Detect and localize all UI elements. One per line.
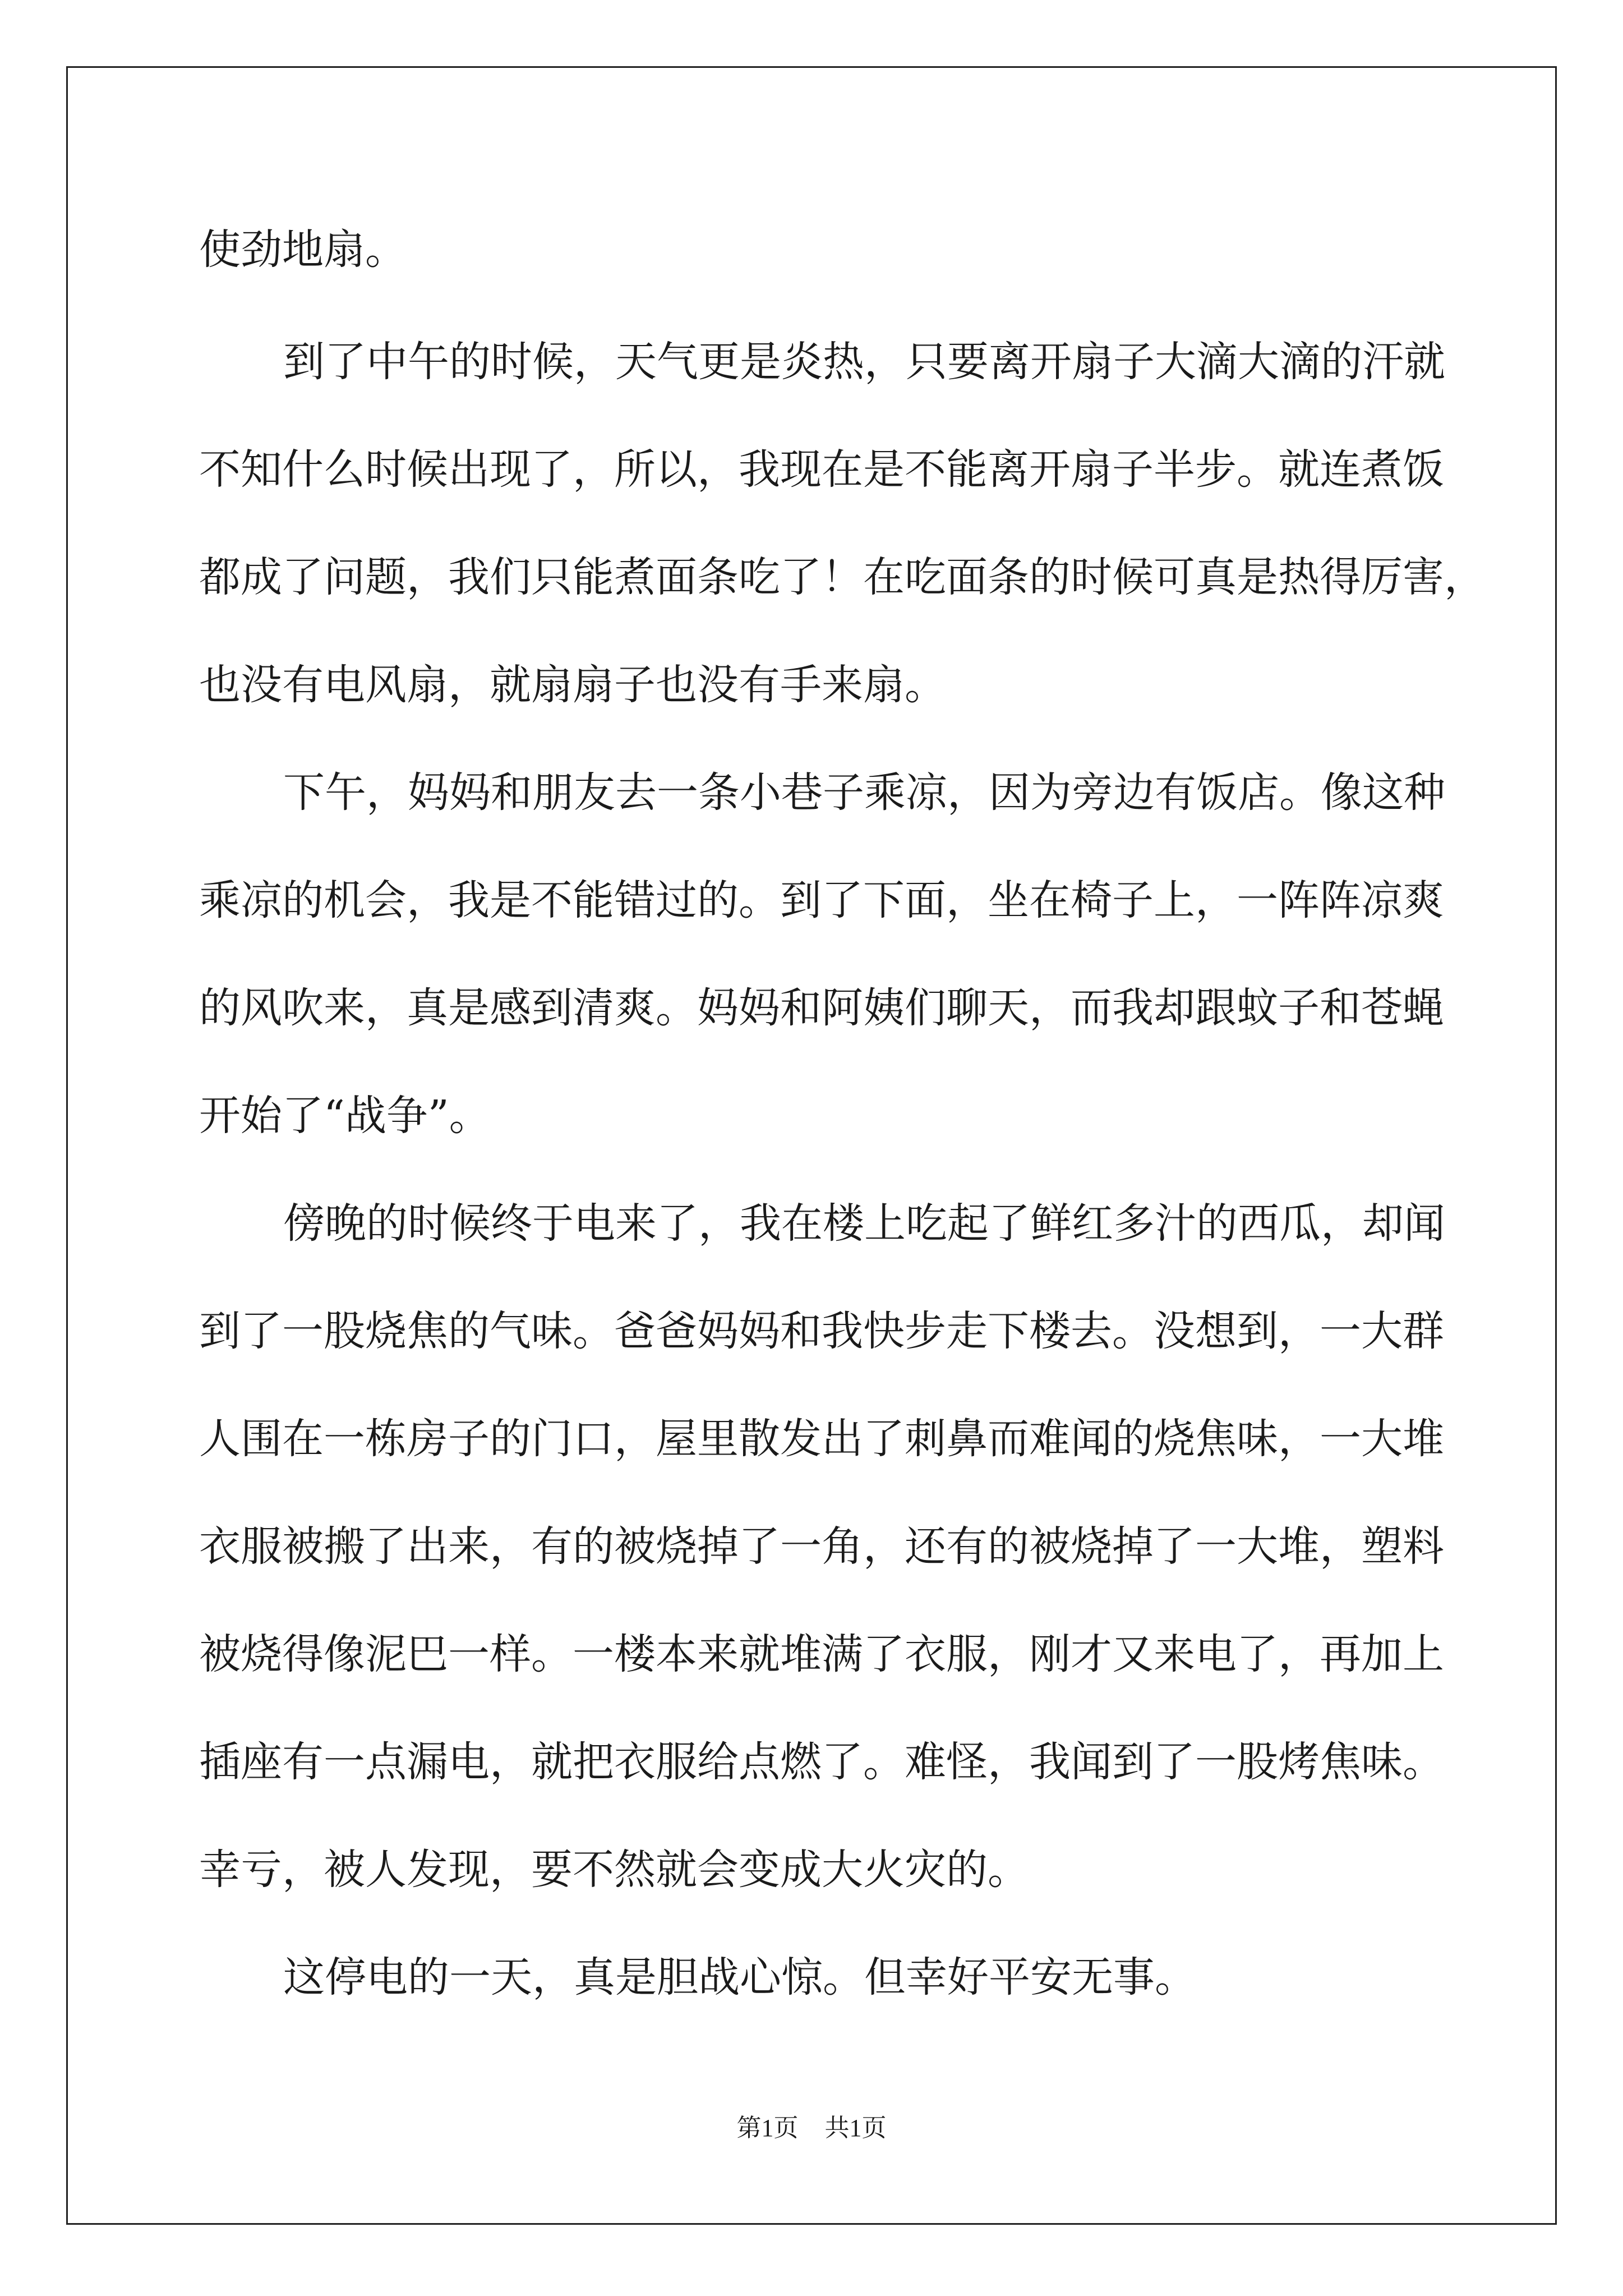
page-total: 共1页: [824, 2114, 887, 2142]
text-line: 不知什么时候出现了，所以，我现在是不能离开扇子半步。就连煮饭: [199, 445, 1444, 494]
text-line: 乘凉的机会，我是不能错过的。到了下面，坐在椅子上，一阵阵凉爽: [199, 876, 1444, 924]
text-line: 这停电的一天，真是胆战心惊。但幸好平安无事。: [283, 1953, 1196, 2001]
text-line: 下午，妈妈和朋友去一条小巷子乘凉，因为旁边有饭店。像这种: [283, 769, 1445, 817]
page-footer: [0, 2108, 1623, 2143]
text-line: 插座有一点漏电，就把衣服给点燃了。难怪，我闻到了一股烤焦味。: [199, 1738, 1444, 1786]
text-line: 开始了“战争”。: [199, 1092, 491, 1140]
text-line: 使劲地扇。: [199, 226, 407, 274]
text-line: 都成了问题，我们只能煮面条吃了！在吃面条的时候可真是热得厉害，: [199, 553, 1486, 601]
text-line: 人围在一栋房子的门口，屋里散发出了刺鼻而难闻的烧焦味，一大堆: [199, 1415, 1444, 1463]
text-line: 傍晚的时候终于电来了，我在楼上吃起了鲜红多汁的西瓜，却闻: [283, 1199, 1445, 1248]
text-line: 被烧得像泥巴一样。一楼本来就堆满了衣服，刚才又来电了，再加上: [199, 1630, 1444, 1678]
text-line: 幸亏，被人发现，要不然就会变成大火灾的。: [199, 1846, 1029, 1894]
text-line: 的风吹来，真是感到清爽。妈妈和阿姨们聊天，而我却跟蚊子和苍蝇: [199, 984, 1444, 1032]
text-line: 衣服被搬了出来，有的被烧掉了一角，还有的被烧掉了一大堆，塑料: [199, 1522, 1444, 1571]
page-number: 第1页: [736, 2114, 799, 2142]
text-line: 到了中午的时候，天气更是炎热，只要离开扇子大滴大滴的汗就: [283, 338, 1445, 386]
text-line: 到了一股烧焦的气味。爸爸妈妈和我快步走下楼去。没想到，一大群: [199, 1307, 1444, 1355]
text-line: 也没有电风扇，就扇扇子也没有手来扇。: [199, 661, 946, 709]
page-border: [66, 66, 1557, 2225]
